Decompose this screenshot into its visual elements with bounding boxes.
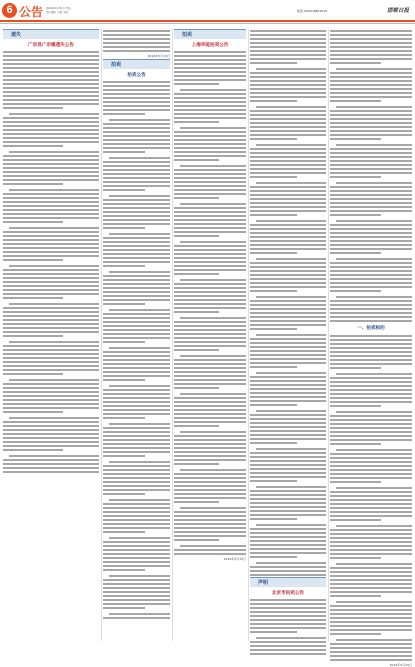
category-label: 拍卖 [111,62,122,68]
column-divider [248,29,249,641]
masthead-rule [0,20,415,22]
newspaper-logo: 邯郸日报 [386,8,409,14]
notice-title: 北京市拍卖公告 [271,591,305,596]
notice-date: 2024年5月15日 [147,54,170,58]
notice-subheading: 一、拍卖标的 [357,326,385,331]
category-bar [103,59,170,69]
column-1 [3,29,99,641]
masthead-thin-rule [0,23,415,24]
editor-line: 责任编辑: 美编: 校对: [46,11,70,14]
category-bar [250,577,326,587]
column-4 [250,29,326,641]
column-5 [330,29,412,667]
category-label: 声明 [258,580,269,586]
body-text-line [3,470,99,474]
category-bar [174,29,246,39]
body-text-line [330,319,412,323]
column-divider [172,29,173,641]
category-label: 拍卖 [182,32,193,38]
masthead [0,0,415,30]
page-number-badge: 6 [2,3,17,18]
notice-date: 2024年5月15日 [389,663,412,667]
column-2 [103,29,170,641]
notice-title: 上海华能拍卖公告 [191,43,229,48]
section-title: 公告 [19,5,44,19]
category-bar [3,29,99,39]
date-line: 2024年5月15日 星期三 [46,7,72,10]
body-text-line [103,616,170,620]
column-divider [328,29,329,641]
column-3 [174,29,246,641]
body-text-line [174,552,246,556]
body-text-line [250,652,326,656]
body-text-line [330,658,412,662]
notice-title: 拍卖公告 [127,73,146,78]
notice-title: 广宗县广宗镇遗失公告 [28,43,74,48]
column-divider [101,29,102,641]
contact-line: 电话:(0310)6851515 [296,9,327,13]
body-text-line [103,49,170,53]
notice-date: 2024年5月15日 [223,557,246,561]
category-label: 遗失 [11,32,22,38]
